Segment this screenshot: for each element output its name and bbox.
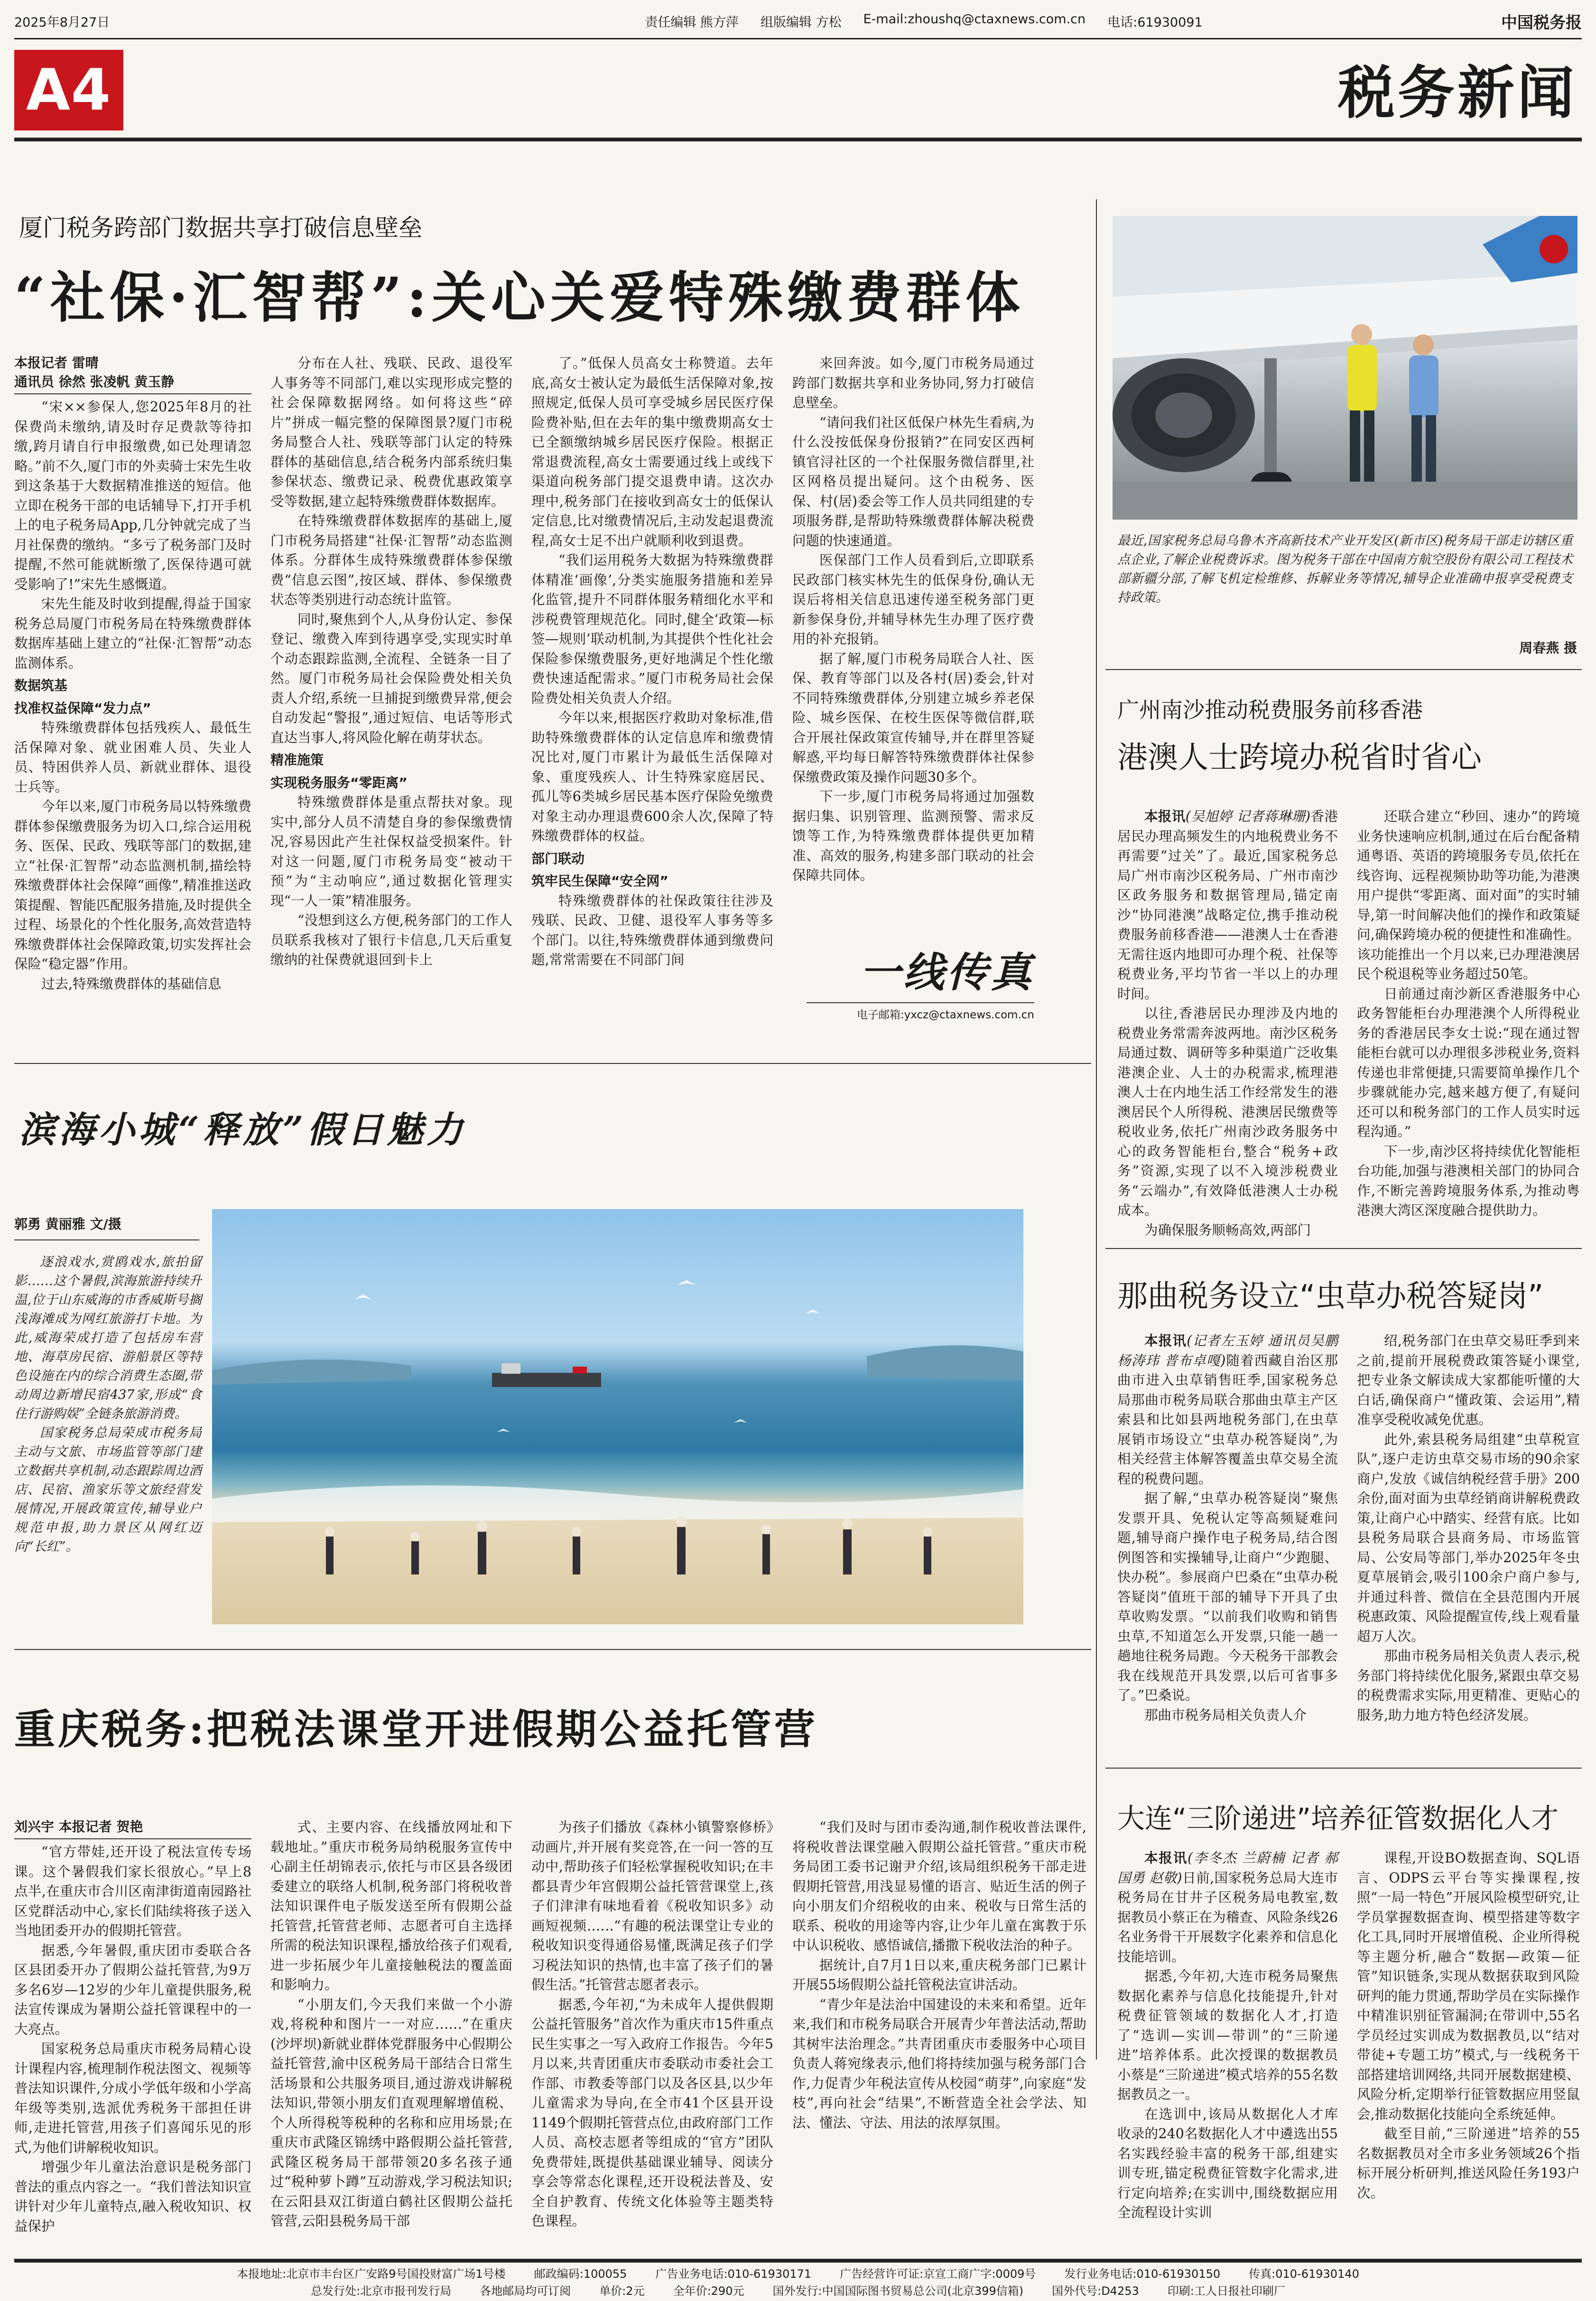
- paragraph: 下一步,厦门市税务局将通过加强数据归集、识别管理、监测预警、需求反馈等工作,为特殊缴费群体提供更加精准、高效的服务,构建多部门联动的社会保障共同体。: [792, 789, 1034, 883]
- responsible-editor: 责任编辑 熊方萍: [645, 15, 739, 30]
- article1-byline2: 通讯员 徐然 张凌帆 黄玉静: [14, 373, 251, 394]
- paragraph: 下一步,南沙区将持续优化智能柜台功能,加强与港澳相关部门的协同合作,不断完善跨境服务体系,为推动粤港澳大湾区深度融合提供助力。: [1357, 1143, 1580, 1218]
- aircraft-illustration: [1113, 216, 1577, 520]
- article3-col1: [1117, 1331, 1338, 1758]
- article6-headline: 重庆税务:把税法课堂开进假期公益托管营: [14, 1705, 818, 1753]
- footer-price: 单价:2元: [599, 2284, 645, 2298]
- paragraph: 绍,税务部门在虫草交易旺季到来之前,提前开展税费政策答疑小课堂,把专业条文解读成大家都能听懂的大白话,确保商户“懂政策、会运用”,精准享受税收减免优惠。: [1357, 1333, 1580, 1427]
- paragraph: 在选训中,该局从数据化人才库收录的240名数据化人才中遴选出55名实践经验丰富的税务干部,组建实训专班,锚定税费征管数字化需求,进行定向培养;在实训中,围绕数据应用全流程设计实训: [1117, 2106, 1338, 2220]
- paragraph-text: 随着西藏自治区那曲市进入虫草销售旺季,国家税务总局那曲市税务局联合那曲虫草主产区索县和比如县两地税务部门,在虫草展销市场设立“虫草办税答疑岗”,为相关经营主体解答覆盖虫草交易全流程的税费问题。: [1117, 1352, 1338, 1487]
- section-rule: [14, 138, 1582, 141]
- paragraph: 今年以来,根据医疗救助对象标准,借助特殊缴费群体的认定信息库和缴费情况比对,厦门市累计为最低生活保障对象、重度残疾人、计生特殊家庭居民、孤儿等6类城乡居民基本医疗保险免缴费对象主动办理退费600余人次,保障了特殊缴费群体的权益。: [531, 710, 773, 844]
- paragraph: 那曲市税务局相关负责人介: [1144, 1707, 1307, 1723]
- article1-col2: [270, 354, 512, 1058]
- paragraph: 增强少年儿童法治意识是税务部门普法的重点内容之一。“我们普法知识宣讲针对少年儿童特点,融入税收知识、权益保护: [14, 2159, 251, 2234]
- paragraph: 今年以来,厦门市税务局以特殊缴费群体参保缴费服务为切入口,综合运用税务、医保、民政、残联等部门的数据,建立“社保·汇智帮”动态监测机制,描绘特殊缴费群体社会保障“画像”,精准推送政策提醒、智能匹配服务措施,及时提供全过程、场景化的个性化服务,高效营造特殊缴费群体社会保障政策,切实发挥社会保险“稳定器”作用。: [14, 799, 251, 972]
- paragraph: 为确保服务顺畅高效,两部门: [1144, 1222, 1311, 1238]
- rule: [1105, 669, 1582, 670]
- footer-postcode: 邮政编码:100055: [534, 2267, 627, 2281]
- rule: [1105, 1248, 1582, 1249]
- paragraph: 那曲市税务局相关负责人表示,税务部门将持续优化服务,紧跟虫草交易的税费需求实际,用更精准、更贴心的服务,助力地方特色经济发展。: [1357, 1648, 1580, 1723]
- subhead: 部门联动: [531, 850, 585, 866]
- photo-aircraft-credit: 周春燕 摄: [1519, 640, 1577, 656]
- column-logo-name: 一线传真: [860, 949, 1034, 997]
- paragraph: 以往,香港居民办理涉及内地的税费业务常需奔波两地。南沙区税务局通过数、调研等多种渠道广泛收集港澳企业、人士的办税需求,梳理港澳人士在内地生活工作经常发生的港澳居民个人所得税、港澳居民缴费等税收业务,依托广州南沙政务服务中心的政务智能柜台,整合“税务+政务”资源,实现了以不入境涉税费业务“云端办”,有效降低港澳人士办税成本。: [1117, 1006, 1338, 1218]
- paragraph: [1117, 1848, 1338, 1966]
- section-title: 税务新闻: [1338, 59, 1577, 126]
- paragraph: “我们及时与团市委沟通,制作税收普法课件,将税收普法课堂融入假期公益托管营。”重庆市税务局团工委书记谢尹介绍,该局组织税务干部走进假期托管营,用浅显易懂的语言、贴近生活的例子向小朋友们介绍税收的由来、税收与日常生活的联系、税收的用途等内容,让少年儿童在寓教于乐中认识税收、感悟诚信,播撒下税收法治的种子。: [792, 1819, 1086, 1953]
- paragraph: “官方带娃,还开设了税法宣传专场课。这个暑假我们家长很放心。”早上8点半,在重庆市合川区南津街道南园路社区党群活动中心,家长们陆续将孩子送入当地团委开办的假期托管营。: [14, 1844, 251, 1938]
- column-logo-email[interactable]: 电子邮箱:yxcz@ctaxnews.com.cn: [807, 1002, 1034, 1022]
- masthead-bar: [14, 7, 1582, 35]
- page-number-badge: A4: [14, 50, 123, 130]
- paragraph: [1117, 1331, 1338, 1489]
- footer-distribution-phone: 发行业务电话:010-61930150: [1064, 2267, 1221, 2281]
- article3-byline-note: (记者左玉婷 通讯员吴鹏 杨涛玮 普布卓嘎): [1117, 1333, 1338, 1369]
- footer-subscribe: 各地邮局均可订阅: [480, 2284, 571, 2298]
- paragraph: “小朋友们,今天我们来做一个小游戏,将税种和图片一一对应……”在重庆(沙坪坝)新就业群体党群服务中心假期公益托管营,渝中区税务局干部结合日常生活场景和公共服务项目,通过游戏讲解税法知识,带领小朋友们直观理解增值税、个人所得税等税种的名称和应用场景;在重庆市武隆区锦绣中路假期公益托管营,武隆区税务局干部带领20多名孩子通过“税种萝卜蹲”互动游戏,学习税法知识;在云阳县双江街道白鹤社区假期公益托管营,云阳县税务局干部: [270, 1996, 512, 2229]
- footer-fax: 传真:010-61930140: [1249, 2267, 1359, 2281]
- beach-illustration: [212, 1209, 1023, 1624]
- footer-line2: [14, 2282, 1582, 2298]
- article6-col1: [14, 1817, 251, 2234]
- article4-byline: 本报讯: [1144, 1850, 1188, 1866]
- paragraph: “宋××参保人,您2025年8月的社保费尚未缴纳,请及时存足费款等待扣缴,跨月请自行申报缴费,如已处理请忽略。”前不久,厦门市的外卖骑士宋先生收到这条基于大数据精准推送的短信。他立即在税务干部的电话辅导下,打开手机上的电子税务局App,几分钟就完成了当月社保费的缴纳。“多亏了税务部门及时提醒,不然可能就断缴了,医保待遇可就受影响了!”宋先生感慨道。: [14, 399, 251, 592]
- subhead: 筑牢民生保障“安全网”: [531, 873, 668, 889]
- paragraph: 据统计,自7月1日以来,重庆税务部门已累计开展55场假期公益托管税法宣讲活动。: [792, 1957, 1086, 1993]
- article4-headline: 大连“三阶递进”培养征管数据化人才: [1117, 1802, 1559, 1835]
- contact-email[interactable]: E-mail:zhoushq@ctaxnews.com.cn: [863, 11, 1086, 27]
- paragraph: 在特殊缴费群体数据库的基础上,厦门市税务局搭建“社保·汇智帮”动态监测体系。分群体生成特殊缴费群体参保缴费“信息云图”,按区域、群体、参保缴费状态等类别进行动态统计监管。: [270, 513, 512, 607]
- article2-byline-note: (吴旭婷 记者蒋琳珊): [1185, 809, 1311, 824]
- footer-distributor: 总发行处:北京市报刊发行局: [311, 2284, 452, 2298]
- paragraph: 日前通过南沙新区香港服务中心政务智能柜台办理港澳个人所得税业务的香港居民李女士说:“现在通过智能柜台就可以办理很多涉税业务,资料传递也非常便捷,只需要简单操作几个步骤就能办完,越来越方便了,有疑问还可以和税务部门的工作人员实时远程沟通。”: [1357, 986, 1580, 1139]
- article1-byline1: 本报记者 雷晴: [14, 355, 99, 371]
- paragraph: 此外,索县税务局组建“虫草税宣队”,逐户走访虫草交易市场的90余家商户,发放《诚信纳税经营手册》200余份,面对面为虫草经销商讲解税费政策,让商户心中踏实、经营有底。比如县税务局联合县商务局、市场监管局、公安局等部门,举办2025年冬虫夏草展销会,吸引100余户商户参与,并通过科普、微信在全县范围内开展税惠政策、风险提醒宣传,线上观看量超万人次。: [1357, 1431, 1580, 1644]
- footer-overseas: 国外发行:中国国际图书贸易总公司(北京399信箱): [772, 2284, 1024, 2298]
- article4-col1: [1117, 1848, 1338, 2220]
- subhead: 找准权益保障“发力点”: [14, 700, 151, 716]
- paragraph: 特殊缴费群体的社保政策往往涉及残联、民政、卫健、退役军人事务等多个部门。以往,特殊缴费群体通到缴费问题,常常需要在不同部门间: [531, 893, 773, 968]
- paragraph-text: 日前,国家税务总局大连市税务局在甘井子区税务局电教室,数据教员小蔡正在为稽查、风险条线26名业务骨干开展数字化素养和信息化技能培训。: [1117, 1870, 1338, 1965]
- article1-kicker: 厦门税务跨部门数据共享打破信息壁垒: [19, 214, 422, 242]
- paragraph: 还联合建立“秒回、速办”的跨境业务快速响应机制,通过在后台配备精通粤语、英语的跨境服务专员,依托在线咨询、远程视频协助等功能,为港澳用户提供“零距离、面对面”的实时辅导,第一时间解决他们的操作和政策疑问,确保跨境办税的便捷性和准确性。该功能推出一个月以来,已办理港澳居民个税退税等业务超过50笔。: [1357, 809, 1580, 982]
- photo-aircraft-caption-text: 最近,国家税务总局乌鲁木齐高新技术产业开发区(新市区)税务局干部走访辖区重点企业,了解企业税费诉求。图为税务干部在中国南方航空股份有限公司工程技术部新疆分部,了解飞机定检维修、拆解业务等情况,辅导企业准确申报享受税费支持政策。: [1117, 533, 1573, 605]
- article6-col3: [531, 1817, 773, 2229]
- article3-headline: 那曲税务设立“虫草办税答疑岗”: [1117, 1279, 1544, 1314]
- footer-rule: [14, 2259, 1582, 2263]
- masthead-rule: [14, 38, 1582, 39]
- article5-byline: 郭勇 黄丽雅 文/摄: [14, 1216, 121, 1232]
- issue-date: 2025年8月27日: [14, 15, 110, 30]
- article1-col1: [14, 354, 251, 1058]
- paragraph: 截至目前,“三阶递进”培养的55名数据教员对全市多业务领域26个指标开展分析研判,推送风险任务193户次。: [1357, 2126, 1580, 2201]
- article2-byline: 本报讯: [1144, 808, 1186, 824]
- article4-byline-note: (李冬杰 兰蔚楠 记者 郝国勇 赵敬): [1117, 1850, 1338, 1886]
- rule: [14, 1063, 1091, 1064]
- paragraph: 了。”低保人员高女士称赞道。去年底,高女士被认定为最低生活保障对象,按照规定,低保人员可享受城乡居民医疗保险费补贴,但在去年的集中缴费期高女士已全额缴纳城乡居民医疗保险。根据正常退费流程,高女士需要通过线上或线下渠道向税务部门提交退费申请。这次办理中,税务部门在接收到高女士的低保认定信息,比对缴费情况后,主动发起退费流程,高女士足不出户就顺利收到退费。: [531, 355, 773, 549]
- paragraph-text: 香港居民办理高频发生的内地税费业务不再需要“过关”了。最近,国家税务总局广州市南沙区税务局、广州市南沙区政务服务和数据管理局,锚定南沙“协同港澳”战略定位,携手推动税费服务前移香港——港澳人士在香港无需往返内地即可办理个税、社保等税费业务,平均节省一半以上的办理时间。: [1117, 809, 1338, 1002]
- article6-col2: [270, 1817, 512, 2229]
- article6-col4: [792, 1817, 1086, 2131]
- subhead: 实现税务服务“零距离”: [270, 774, 408, 791]
- article2-headline: 港澳人士跨境办税省时省心: [1117, 740, 1482, 775]
- paragraph: “我们运用税务大数据为特殊缴费群体精准‘画像’,分类实施服务措施和差异化监管,提升不同群体服务精细化水平和涉税费管理规范化。同时,健全‘政策—标签—规则’联动机制,为其提供个性化社会保险参保缴费服务,更好地满足个性化缴费快速适配需求。”厦门市税务局社会保险费处相关负责人介绍。: [531, 552, 773, 706]
- paragraph: 医保部门工作人员看到后,立即联系民政部门核实林先生的低保身份,确认无误后将相关信息迅速传递至税务部门更新参保身份,并辅导林先生办理了医疗费用的补充报销。: [792, 552, 1034, 647]
- article3-col2: [1357, 1331, 1580, 1758]
- paragraph: 来回奔波。如今,厦门市税务局通过跨部门数据共享和业务协同,努力打破信息壁垒。: [792, 355, 1034, 410]
- paper-name: 中国税务报: [1501, 13, 1582, 32]
- paragraph: [1117, 807, 1338, 1004]
- photo-aircraft-caption: [1117, 531, 1573, 607]
- footer-ad-phone: 广告业务电话:010-61930171: [655, 2267, 812, 2281]
- layout-editor: 组版编辑 方松: [760, 15, 842, 30]
- column-divider: [1096, 199, 1097, 2059]
- rule: [14, 1649, 1091, 1650]
- article2-col2: [1357, 807, 1580, 1281]
- paragraph: 分布在人社、残联、民政、退役军人事务等不同部门,难以实现形成完整的社会保障数据网络。如何将这些“碎片”拼成一幅完整的保障图景?厦门市税务局整合人社、残联等部门认定的特殊群体的基础信息,结合税务内部系统归集参保状态、缴费记录、税费优惠政策享受等数据,建立起特殊缴费群体数据库。: [270, 355, 512, 509]
- paragraph: 据了解,厦门市税务局联合人社、医保、教育等部门以及各村(居)委会,针对不同特殊缴费群体,分别建立城乡养老保险、城乡医保、在校生医保等微信群,联合开展社保政策宣传辅导,并在群里答疑解惑,平均每日解答特殊缴费群体社保参保缴费政策及操作问题30多个。: [792, 651, 1034, 785]
- footer-overseas-code: 国外代号:D4253: [1052, 2284, 1139, 2298]
- paragraph: 同时,聚焦到个人,从身份认定、参保登记、缴费入库到待遇享受,实现实时单个动态跟踪监测,全流程、全链条一目了然。厦门市税务局社会保险费处相关负责人介绍,系统一旦捕捉到缴费异常,便会自动发起“警报”,通过短信、电话等形式直达当事人,将风险化解在萌芽状态。: [270, 611, 512, 745]
- paragraph: 过去,特殊缴费群体的基础信息: [41, 976, 222, 992]
- subhead: 数据筑基: [14, 678, 68, 693]
- article1-headline: “社保·汇智帮”:关心关爱特殊缴费群体: [14, 266, 1025, 330]
- paragraph: 课程,开设BO数据查询、SQL语言、ODPS云平台等实操课程,按照“一局一特色”开展风险模型研究,让学员掌握数据查询、模型搭建等数字化工具,同时开展增值税、企业所得税等主题分析,融合“数据—政策—征管”知识链条,实现从数据获取到风险研判的能力贯通,帮助学员在实际操作中精准识别征管漏洞;在带训中,55名学员经过实训成为数据教员,以“结对带徒+专题工坊”模式,与一线税务干部搭建培训网络,共同开展数据建模、风险分析,定期举行征管数据应用竖鼠会,推动数据化技能向全系统延伸。: [1357, 1850, 1580, 2122]
- footer-ad-license: 广告经营许可证:京宣工商广字:0009号: [840, 2267, 1036, 2281]
- article2-kicker: 广州南沙推动税费服务前移香港: [1117, 697, 1423, 723]
- paragraph: 国家税务总局重庆市税务局精心设计课程内容,梳理制作税法图文、视频等普法知识课件,分成小学低年级和小学高年级等类别,选派优秀税务干部担任讲师,走进托管营,用孩子们喜闻乐见的形式,为他们讲解税收知识。: [14, 2041, 251, 2155]
- article5-headline: 滨海小城“释放”假日魅力: [19, 1109, 467, 1151]
- footer-annual-price: 全年价:290元: [673, 2284, 744, 2298]
- article1-col4: [792, 354, 1034, 918]
- paragraph: 为孩子们播放《森林小镇警察修桥》动画片,并开展有奖竞答,在一问一答的互动中,帮助孩子们轻松掌握税收知识;在丰都县青少年宫假期公益托管营课堂上,孩子们津津有味地看着《税收知识多》动画短视频……“有趣的税法课堂让专业的税收知识变得通俗易懂,既满足孩子们学习税法知识的热情,也丰富了孩子们的暑假生活。”托管营志愿者表示。: [531, 1819, 773, 1993]
- paragraph: 宋先生能及时收到提醒,得益于国家税务总局厦门市税务局在特殊缴费群体数据库基础上建立的“社保·汇智帮”动态监测体系。: [14, 596, 251, 671]
- paragraph: 据悉,今年初,大连市税务局聚焦数据化素养与信息化技能提升,针对税费征管领域的数据化人才,打造了“选训—实训—带训”的“三阶递进”培养体系。此次授课的数据教员小蔡是“三阶递进”模式培养的55名数据教员之一。: [1117, 1968, 1338, 2102]
- article4-col2: [1357, 1848, 1580, 2201]
- paragraph: “没想到这么方便,税务部门的工作人员联系我核对了银行卡信息,几天后重复缴纳的社保费就退回到卡上: [270, 913, 512, 968]
- article5-caption: [14, 1253, 202, 1623]
- paragraph: 据悉,今年暑假,重庆团市委联合各区县团委开办了假期公益托管营,为9万多名6岁—12岁的少年儿童提供服务,税法宣传课成为暑期公益托管课程中的一大亮点。: [14, 1942, 251, 2037]
- footer-line1: [14, 2264, 1582, 2281]
- rule: [14, 1239, 199, 1240]
- photo-seaside-beach: [212, 1209, 1023, 1624]
- paragraph: 式、主要内容、在线播放网址和下载地址。”重庆市税务局纳税服务宣传中心副主任胡锦表示,依托与市区县各级团委建立的联络人机制,税务部门将税收普法知识课件电子版发送至所有假期公益托管营,托管营老师、志愿者可自主选择所需的税法知识课程,播放给孩子们观看,进一步拓展少年儿童接触税法的覆盖面和影响力。: [270, 1819, 512, 1993]
- column-logo: [807, 940, 1034, 1034]
- paragraph: “请问我们社区低保户林先生看病,为什么没按低保身份报销?”在同安区西柯镇官浔社区的一个社保服务微信群里,社区网格员提出疑问。这个由税务、医保、村(居)委会等工作人员共同组建的专项服务群,是帮助特殊缴费群体解决税费问题的快速通道。: [792, 414, 1034, 549]
- paragraph: 据了解,“虫草办税答疑岗”聚焦发票开具、免税认定等高频疑难问题,辅导商户操作电子税务局,结合图例图答和实操辅导,让商户“少跑腿、快办税”。参展商户巴桑在“虫草办税答疑岗”值班干部的辅导下开具了虫草收购发票。“以前我们收购和销售虫草,不知道怎么开发票,只能一趟一趟地往税务局跑。今天税务干部教会我在线规范开具发票,以后可省事多了。”巴桑说。: [1117, 1491, 1338, 1703]
- article6-byline: 刘兴宇 本报记者 贺艳: [14, 1817, 251, 1839]
- photo-aircraft-hangar: [1113, 216, 1577, 520]
- footer-address: 本报地址:北京市丰台区广安路9号国投财富广场1号楼: [237, 2267, 506, 2281]
- contact-phone: 电话:61930091: [1107, 15, 1203, 30]
- article1-col3: [531, 354, 773, 1058]
- paragraph: 特殊缴费群体是重点帮扶对象。现实中,部分人员不清楚自身的参保缴费情况,容易因此产生社保权益受损案件。针对这一问题,厦门市税务局变“被动干预”为“主动响应”,通过数据化管理实现“一人一策”精准服务。: [270, 794, 512, 909]
- subhead: 精准施策: [270, 752, 324, 768]
- paragraph: “青少年是法治中国建设的未来和希望。近年来,我们和市税务局联合开展青少年普法活动,帮助其树牢法治理念。”共青团重庆市委服务中心项目负责人蒋宛缘表示,他们将持续加强与税务部门合作,力促青少年税法宣传从校园“萌芽”,向家庭“发枝”,再向社会“结果”,不断营造全社会学法、知法、懂法、守法、用法的浓厚氛围。: [792, 1996, 1086, 2131]
- article2-col1: [1117, 807, 1338, 1281]
- paragraph: 特殊缴费群体包括残疾人、最低生活保障对象、就业困难人员、失业人员、特困供养人员、新就业群体、退役士兵等。: [14, 720, 251, 795]
- footer-printer: 印刷:工人日报社印刷厂: [1167, 2284, 1285, 2298]
- article5-caption-text2: 国家税务总局荣成市税务局主动与文旅、市场监管等部门建立数据共享机制,动态跟踪周边酒店、民宿、渔家乐等文旅经营发展情况,开展政策宣传,辅导业户规范申报,助力景区从网红迈向“长红”。: [14, 1425, 202, 1554]
- article5-caption-text: 逐浪戏水,赏鸥戏水,旅拍留影……这个暑假,滨海旅游持续升温,位于山东威海的市香威斯号搁浅海滩成为网红旅游打卡地。为此,威海荣成打造了包括房车营地、海草房民宿、游船景区等特色设施在内的综合消费生态圈,带动周边新增民宿437家,形成“食住行游购娱”全链条旅游消费。: [14, 1255, 202, 1421]
- rule: [1105, 1768, 1582, 1769]
- paragraph: 据悉,今年初,“为未成年人提供假期公益托管服务”首次作为重庆市15件重点民生实事之一写入政府工作报告。今年5月以来,共青团重庆市委联动市委社会工作部、市教委等部门以及各区县,以少年儿童需求为导向,在全市41个区县开设1149个假期托管营点位,由政府部门工作人员、高校志愿者等组成的“官方”团队免费带娃,既提供基础课业辅导、阅读分享会等常态化课程,还开设税法普及、安全自护教育、传统文化体验等主题类特色课程。: [531, 1996, 773, 2229]
- article3-byline: 本报讯: [1144, 1332, 1187, 1349]
